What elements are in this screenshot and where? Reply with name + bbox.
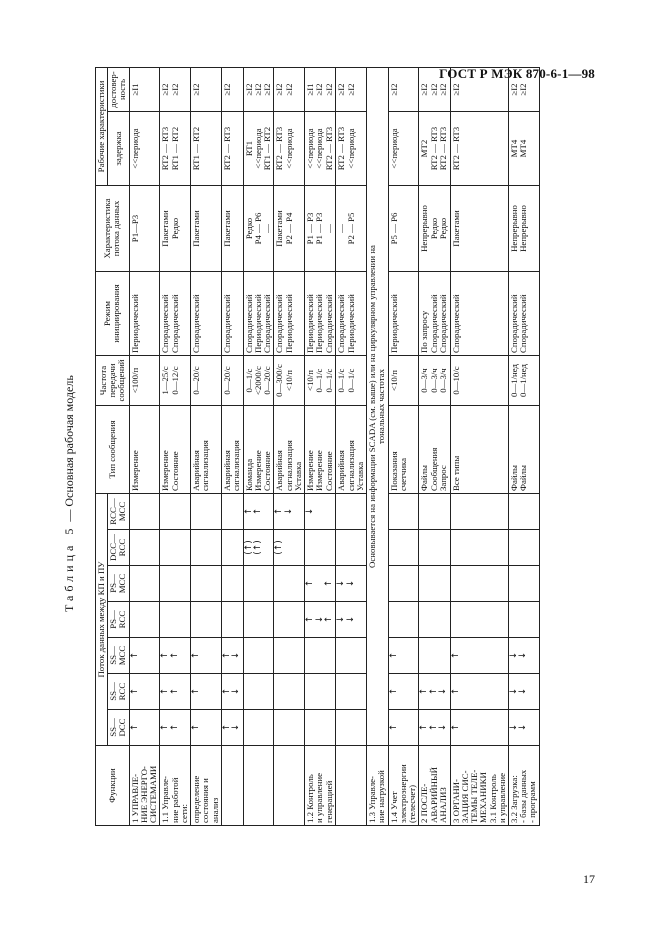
flow-ss-dcc-cell: ↑ ↑ [160,710,191,746]
flow-dcc-rcc-cell: (↑) [274,530,305,566]
flow-rcc-mcc-cell [509,494,540,530]
flow-ss-mcc-cell: ↑ [191,638,222,674]
mode-cell: Спорадический Периодический Спорадический [243,272,274,356]
function-cell: 1.3 Управле- ние нагрузкой [367,746,388,826]
table-caption [62,375,78,612]
mode-cell: Спорадический [191,272,222,356]
message-type-cell: Аварийная сигнализация Уставка [274,406,305,494]
function-cell [274,746,305,826]
flow-rcc-mcc-cell: ↑ ↑ [243,494,274,530]
flow-ss-mcc-cell [243,638,274,674]
flow-ss-rcc-cell: ↑ [191,674,222,710]
header-mode: Режим инициирования [96,272,130,356]
frequency-cell: <100/п [129,356,160,406]
flow-ps-mcc-cell: ↓ ↓ [336,566,367,602]
flow-characteristic-cell: Пакетами [191,186,222,272]
flow-ss-rcc-cell [336,674,367,710]
frequency-cell: 0—1/с <2000/с 0—20/с [243,356,274,406]
header-delay: задержка [108,112,129,186]
flow-ss-dcc-cell [243,710,274,746]
header-ss-dcc: SS— DCC [108,710,129,746]
message-type-cell: Команда Измерение Состояние [243,406,274,494]
flow-ss-mcc-cell: ↑ ↓ [221,638,243,674]
flow-ss-mcc-cell [336,638,367,674]
page-number: 17 [583,872,595,886]
delay-cell: <<периода [129,112,160,186]
flow-ps-mcc-cell [509,566,540,602]
reliability-cell: ≥I2 ≥I2 [160,68,191,112]
flow-rcc-mcc-cell [160,494,191,530]
flow-ps-rcc-cell [243,602,274,638]
frequency-cell: <10/п [388,356,419,406]
flow-ss-dcc-cell: ↓ ↓ [509,710,540,746]
table-row [305,68,336,826]
message-type-cell: Измерение Измерение Состояние [305,406,336,494]
table-row [388,68,419,826]
frequency-cell: 1—25/с 0—12/с [160,356,191,406]
flow-rcc-mcc-cell [129,494,160,530]
flow-characteristic-cell: Пакетами P2 — P4 [274,186,305,272]
delay-cell: RT2 — RT3 <<периода [274,112,305,186]
frequency-cell: <10/п 0—1/с 0—1/с [305,356,336,406]
reliability-cell: ≥I2 ≥I2 [509,68,540,112]
reliability-cell: ≥I2 ≥I2 ≥I2 [243,68,274,112]
frequency-cell: 0—1/нед 0—1/нед [509,356,540,406]
message-type-cell: Файлы Сообщения Запрос [419,406,450,494]
flow-ps-rcc-cell [450,602,508,638]
flow-characteristic-cell: — P2 — P5 [336,186,367,272]
flow-rcc-mcc-cell: ↑ ↓ [274,494,305,530]
flow-ss-dcc-cell [305,710,336,746]
flow-ps-rcc-cell [419,602,450,638]
reliability-cell: ≥I2 [221,68,243,112]
load-control-note-cell: Основывается на информации SCADA (см. выше) или на циркулярном управлении на тональных частотах [367,68,388,746]
flow-ps-mcc-cell [388,566,419,602]
header-ss-rcc: SS— RCC [108,674,129,710]
table-row [160,68,191,826]
table-row [221,68,243,826]
flow-rcc-mcc-cell [191,494,222,530]
mode-cell: Спорадический [221,272,243,356]
flow-rcc-mcc-cell [419,494,450,530]
delay-cell: MT2 RT2 — RT3 RT2 — RT3 [419,112,450,186]
frequency-cell: 0—1/с 0—1/с [336,356,367,406]
flow-ss-rcc-cell: ↑ [450,674,508,710]
delay-cell: <<периода <<периода RT2 — RT3 [305,112,336,186]
flow-ss-mcc-cell: ↑ [450,638,508,674]
flow-ps-mcc-cell [191,566,222,602]
header-frequency: Частота передачи сообщений [96,356,130,406]
flow-ss-dcc-cell [274,710,305,746]
flow-ss-dcc-cell: ↑ [450,710,508,746]
mode-cell: Спорадический Спорадический [160,272,191,356]
header-ps-mcc: PS— MCC [108,566,129,602]
frequency-cell: 0—10/с [450,356,508,406]
table-row [129,68,160,826]
frequency-cell: 0—300/с <10/п [274,356,305,406]
function-cell: 3 ОРГАНИ- ЗАЦИЯ СИС- ТЕМЫ ТЕЛЕ- МЕХАНИКИ 3.1 Контроль и управление [450,746,508,826]
flow-dcc-rcc-cell [419,530,450,566]
flow-ps-rcc-cell [274,602,305,638]
table-row [191,68,222,826]
flow-rcc-mcc-cell [388,494,419,530]
header-dcc-rcc: DCC— RCC [108,530,129,566]
flow-ss-rcc-cell [274,674,305,710]
header-flow-group: Поток данных между КП и ПУ [96,494,108,746]
flow-ps-mcc-cell [419,566,450,602]
flow-dcc-rcc-cell [450,530,508,566]
delay-cell: RT2 — RT3 [450,112,508,186]
header-row-top [96,68,108,826]
function-cell: 2 ПОСЛЕ- АВАРИЙНЫЙ АНАЛИЗ [419,746,450,826]
table-row [419,68,450,826]
reliability-cell: ≥I1 ≥I2 ≥I2 [305,68,336,112]
flow-ps-rcc-cell [129,602,160,638]
flow-characteristic-cell: Пакетами Редко [160,186,191,272]
table-row [243,68,274,826]
frequency-cell: 0—20/с [191,356,222,406]
delay-cell: RT1 <<периода RT1 — RT2 [243,112,274,186]
header-message-type: Тип сообщения [96,406,130,494]
flow-ss-dcc-cell: ↑ [388,710,419,746]
delay-cell: RT2 — RT3 [221,112,243,186]
mode-cell: Спорадический Периодический [274,272,305,356]
flow-ps-mcc-cell [129,566,160,602]
flow-characteristic-cell: Непрерывно Редко Редко [419,186,450,272]
flow-ss-dcc-cell: ↑ [129,710,160,746]
reliability-cell: ≥I2 [388,68,419,112]
flow-dcc-rcc-cell [129,530,160,566]
mode-cell: Периодический Периодический Спорадический [305,272,336,356]
function-cell: 1.1 Управле- ние работой сети: [160,746,191,826]
flow-ps-mcc-cell [160,566,191,602]
flow-ss-dcc-cell: ↑ ↓ [221,710,243,746]
flow-ss-mcc-cell: ↑ [388,638,419,674]
flow-ss-rcc-cell: ↓ ↓ [509,674,540,710]
caption-table-number: Таблица 5 [62,524,76,612]
mode-cell: По запросу Спорадический Спорадический [419,272,450,356]
flow-ps-rcc-cell [388,602,419,638]
function-cell [243,746,274,826]
flow-characteristic-cell: Непрерывно Непрерывно [509,186,540,272]
function-cell: 1.2 Контроль и управление генерацией [305,746,336,826]
message-type-cell: Аварийная сигнализация [221,406,243,494]
flow-ss-mcc-cell: ↑ ↑ [160,638,191,674]
flow-rcc-mcc-cell: ↓ [305,494,336,530]
table-row [367,68,388,826]
reliability-cell: ≥I2 [450,68,508,112]
flow-dcc-rcc-cell [191,530,222,566]
flow-dcc-rcc-cell: (↑) (↑) [243,530,274,566]
function-cell: определение состояния и анализ [191,746,222,826]
flow-ps-rcc-cell [191,602,222,638]
message-type-cell: Измерение Состояние [160,406,191,494]
flow-characteristic-cell: P1—P3 [129,186,160,272]
mode-cell: Спорадический Периодический [336,272,367,356]
message-type-cell: Все типы [450,406,508,494]
flow-ss-mcc-cell [419,638,450,674]
message-type-cell: Показания счетчика [388,406,419,494]
flow-ss-dcc-cell: ↑ [191,710,222,746]
flow-ss-dcc-cell: ↑ ↑ ↓ [419,710,450,746]
caption-title: — Основная рабочая модель [62,375,76,525]
flow-ss-rcc-cell: ↑ ↑ [160,674,191,710]
flow-characteristic-cell: P5 — P6 [388,186,419,272]
table-row [274,68,305,826]
flow-characteristic-cell: P1 — P3 P1 — P3 — [305,186,336,272]
mode-cell: Периодический [129,272,160,356]
flow-dcc-rcc-cell [336,530,367,566]
flow-ps-mcc-cell [221,566,243,602]
flow-ss-rcc-cell: ↑ [129,674,160,710]
function-cell: 1 УПРАВЛЕ- НИЕ ЭНЕРГО- СИСТЕМАМИ [129,746,160,826]
flow-ss-mcc-cell: ↓ ↓ [509,638,540,674]
flow-dcc-rcc-cell [509,530,540,566]
function-cell [336,746,367,826]
flow-dcc-rcc-cell [305,530,336,566]
flow-characteristic-cell: Пакетами [450,186,508,272]
mode-cell: Периодический [388,272,419,356]
header-ps-rcc: PS— RCC [108,602,129,638]
flow-dcc-rcc-cell [160,530,191,566]
flow-ss-mcc-cell [305,638,336,674]
reliability-cell: ≥I2 ≥I2 [274,68,305,112]
flow-ps-rcc-cell: ↑ ↓ ↑ [305,602,336,638]
flow-dcc-rcc-cell [388,530,419,566]
table-row [509,68,540,826]
flow-characteristic-cell: Пакетами [221,186,243,272]
function-cell: 1.4 Учет электроэнергии (телесчет) [388,746,419,826]
flow-ss-mcc-cell: ↑ [129,638,160,674]
flow-ss-rcc-cell [305,674,336,710]
header-reliability: достовер- ность [108,68,129,112]
table-row [450,68,508,826]
flow-characteristic-cell: Редко P4 — P6 — [243,186,274,272]
flow-ss-mcc-cell [274,638,305,674]
flow-ss-rcc-cell: ↑ ↑ ↓ [419,674,450,710]
mode-cell: Спорадический [450,272,508,356]
working-model-table [95,67,540,826]
reliability-cell: ≥I1 [129,68,160,112]
flow-dcc-rcc-cell [221,530,243,566]
delay-cell: MT4 MT4 [509,112,540,186]
reliability-cell: ≥I2 [191,68,222,112]
frequency-cell: 0—20/с [221,356,243,406]
function-cell: 3.2 Загрузка: - базы данных - программ [509,746,540,826]
function-cell [221,746,243,826]
delay-cell: <<периода [388,112,419,186]
mode-cell: Спорадический Спорадический [509,272,540,356]
delay-cell: RT2 — RT3 RT1 — RT2 [160,112,191,186]
flow-ps-mcc-cell [450,566,508,602]
flow-ps-mcc-cell: ↑ ↑ [305,566,336,602]
flow-rcc-mcc-cell [221,494,243,530]
table-body [129,68,539,826]
flow-ss-rcc-cell: ↑ ↓ [221,674,243,710]
flow-ss-dcc-cell [336,710,367,746]
flow-rcc-mcc-cell [450,494,508,530]
table-row [336,68,367,826]
message-type-cell: Файлы Файлы [509,406,540,494]
message-type-cell: Аварийная сигнализация Уставка [336,406,367,494]
flow-ps-rcc-cell [509,602,540,638]
flow-ps-rcc-cell [160,602,191,638]
message-type-cell: Измерение [129,406,160,494]
header-performance-group: Рабочие характеристики [96,68,108,186]
header-rcc-mcc: RCC— MCC [108,494,129,530]
header-ss-mcc: SS— MCC [108,638,129,674]
flow-ps-mcc-cell [274,566,305,602]
delay-cell: RT1 — RT2 [191,112,222,186]
document-code-header: ГОСТ Р МЭК 870-6-1—98 [439,66,595,81]
header-functions: Функции [96,746,130,826]
frequency-cell: 0—3/ч 0—3/ч 0—3/ч [419,356,450,406]
flow-ss-rcc-cell [243,674,274,710]
flow-rcc-mcc-cell [336,494,367,530]
flow-ps-mcc-cell [243,566,274,602]
flow-ps-rcc-cell: ↓ ↓ [336,602,367,638]
flow-ss-rcc-cell: ↑ [388,674,419,710]
header-flow-characteristic: Характеристика потока данных [96,186,130,272]
reliability-cell: ≥I2 ≥I2 ≥I2 [419,68,450,112]
flow-ps-rcc-cell [221,602,243,638]
delay-cell: RT2 — RT3 <<периода [336,112,367,186]
reliability-cell: ≥I2 ≥I2 [336,68,367,112]
message-type-cell: Аварийная сигнализация [191,406,222,494]
